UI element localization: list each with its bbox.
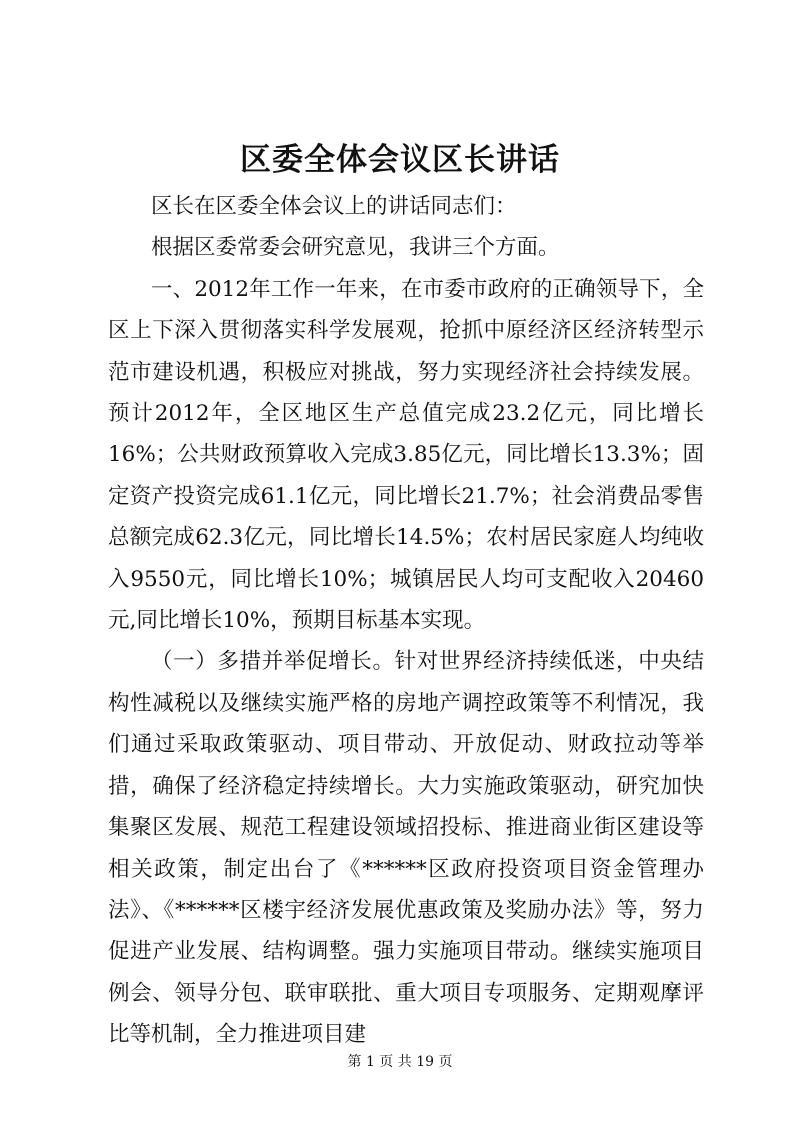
paragraph-greeting: 区长在区委全体会议上的讲话同志们： (151, 194, 517, 219)
paragraph-intro: 根据区委常委会研究意见，我讲三个方面。 (151, 235, 560, 261)
paragraph-subsection-one: （一）多措并举促增长。针对世界经济持续低迷，中央结构性减税以及继续实施严格的房地产调控政策等不利情况，我们通过采取政策驱动、项目带动、开放促动、财政拉动等举措，确保了经济稳定持续增长。大力实施政策驱动，研究加快集聚区发展、规范工程建设领域招投标、推进商业街区建设等相关政策，制定出台了《******区政府投资项目资金管理办法》、《******区楼宇经济发展优惠政策及奖励办法》等，努力促进产业发展、结构调整。强力实施项目带动。继续实施项目例会、领导分包、联审联批、重大项目专项服务、定期观摩评比等机制，全力推进项目建 (108, 649, 704, 1048)
page-number-footer: 第 1 页 共 19 页 (347, 1054, 453, 1070)
paragraph-section-one: 一、2012年工作一年来，在市委市政府的正确领导下，全区上下深入贯彻落实科学发展观，抢抓中原经济区经济转型示范市建设机遇，积极应对挑战，努力实现经济社会持续发展。预计2012年，全区地区生产总值完成23.2亿元，同比增长16%；公共财政预算收入完成3.85亿元，同比增长13.3%；固定资产投资完成61.1亿元，同比增长21.7%；社会消费品零售总额完成62.3亿元，同比增长14.5%；农村居民家庭人均纯收入9550元，同比增长10%；城镇居民人均可支配收入20460元,同比增长10%，预期目标基本实现。 (108, 276, 704, 634)
document-title: 区委全体会议区长讲话 (240, 142, 560, 178)
document-body (108, 186, 704, 1056)
